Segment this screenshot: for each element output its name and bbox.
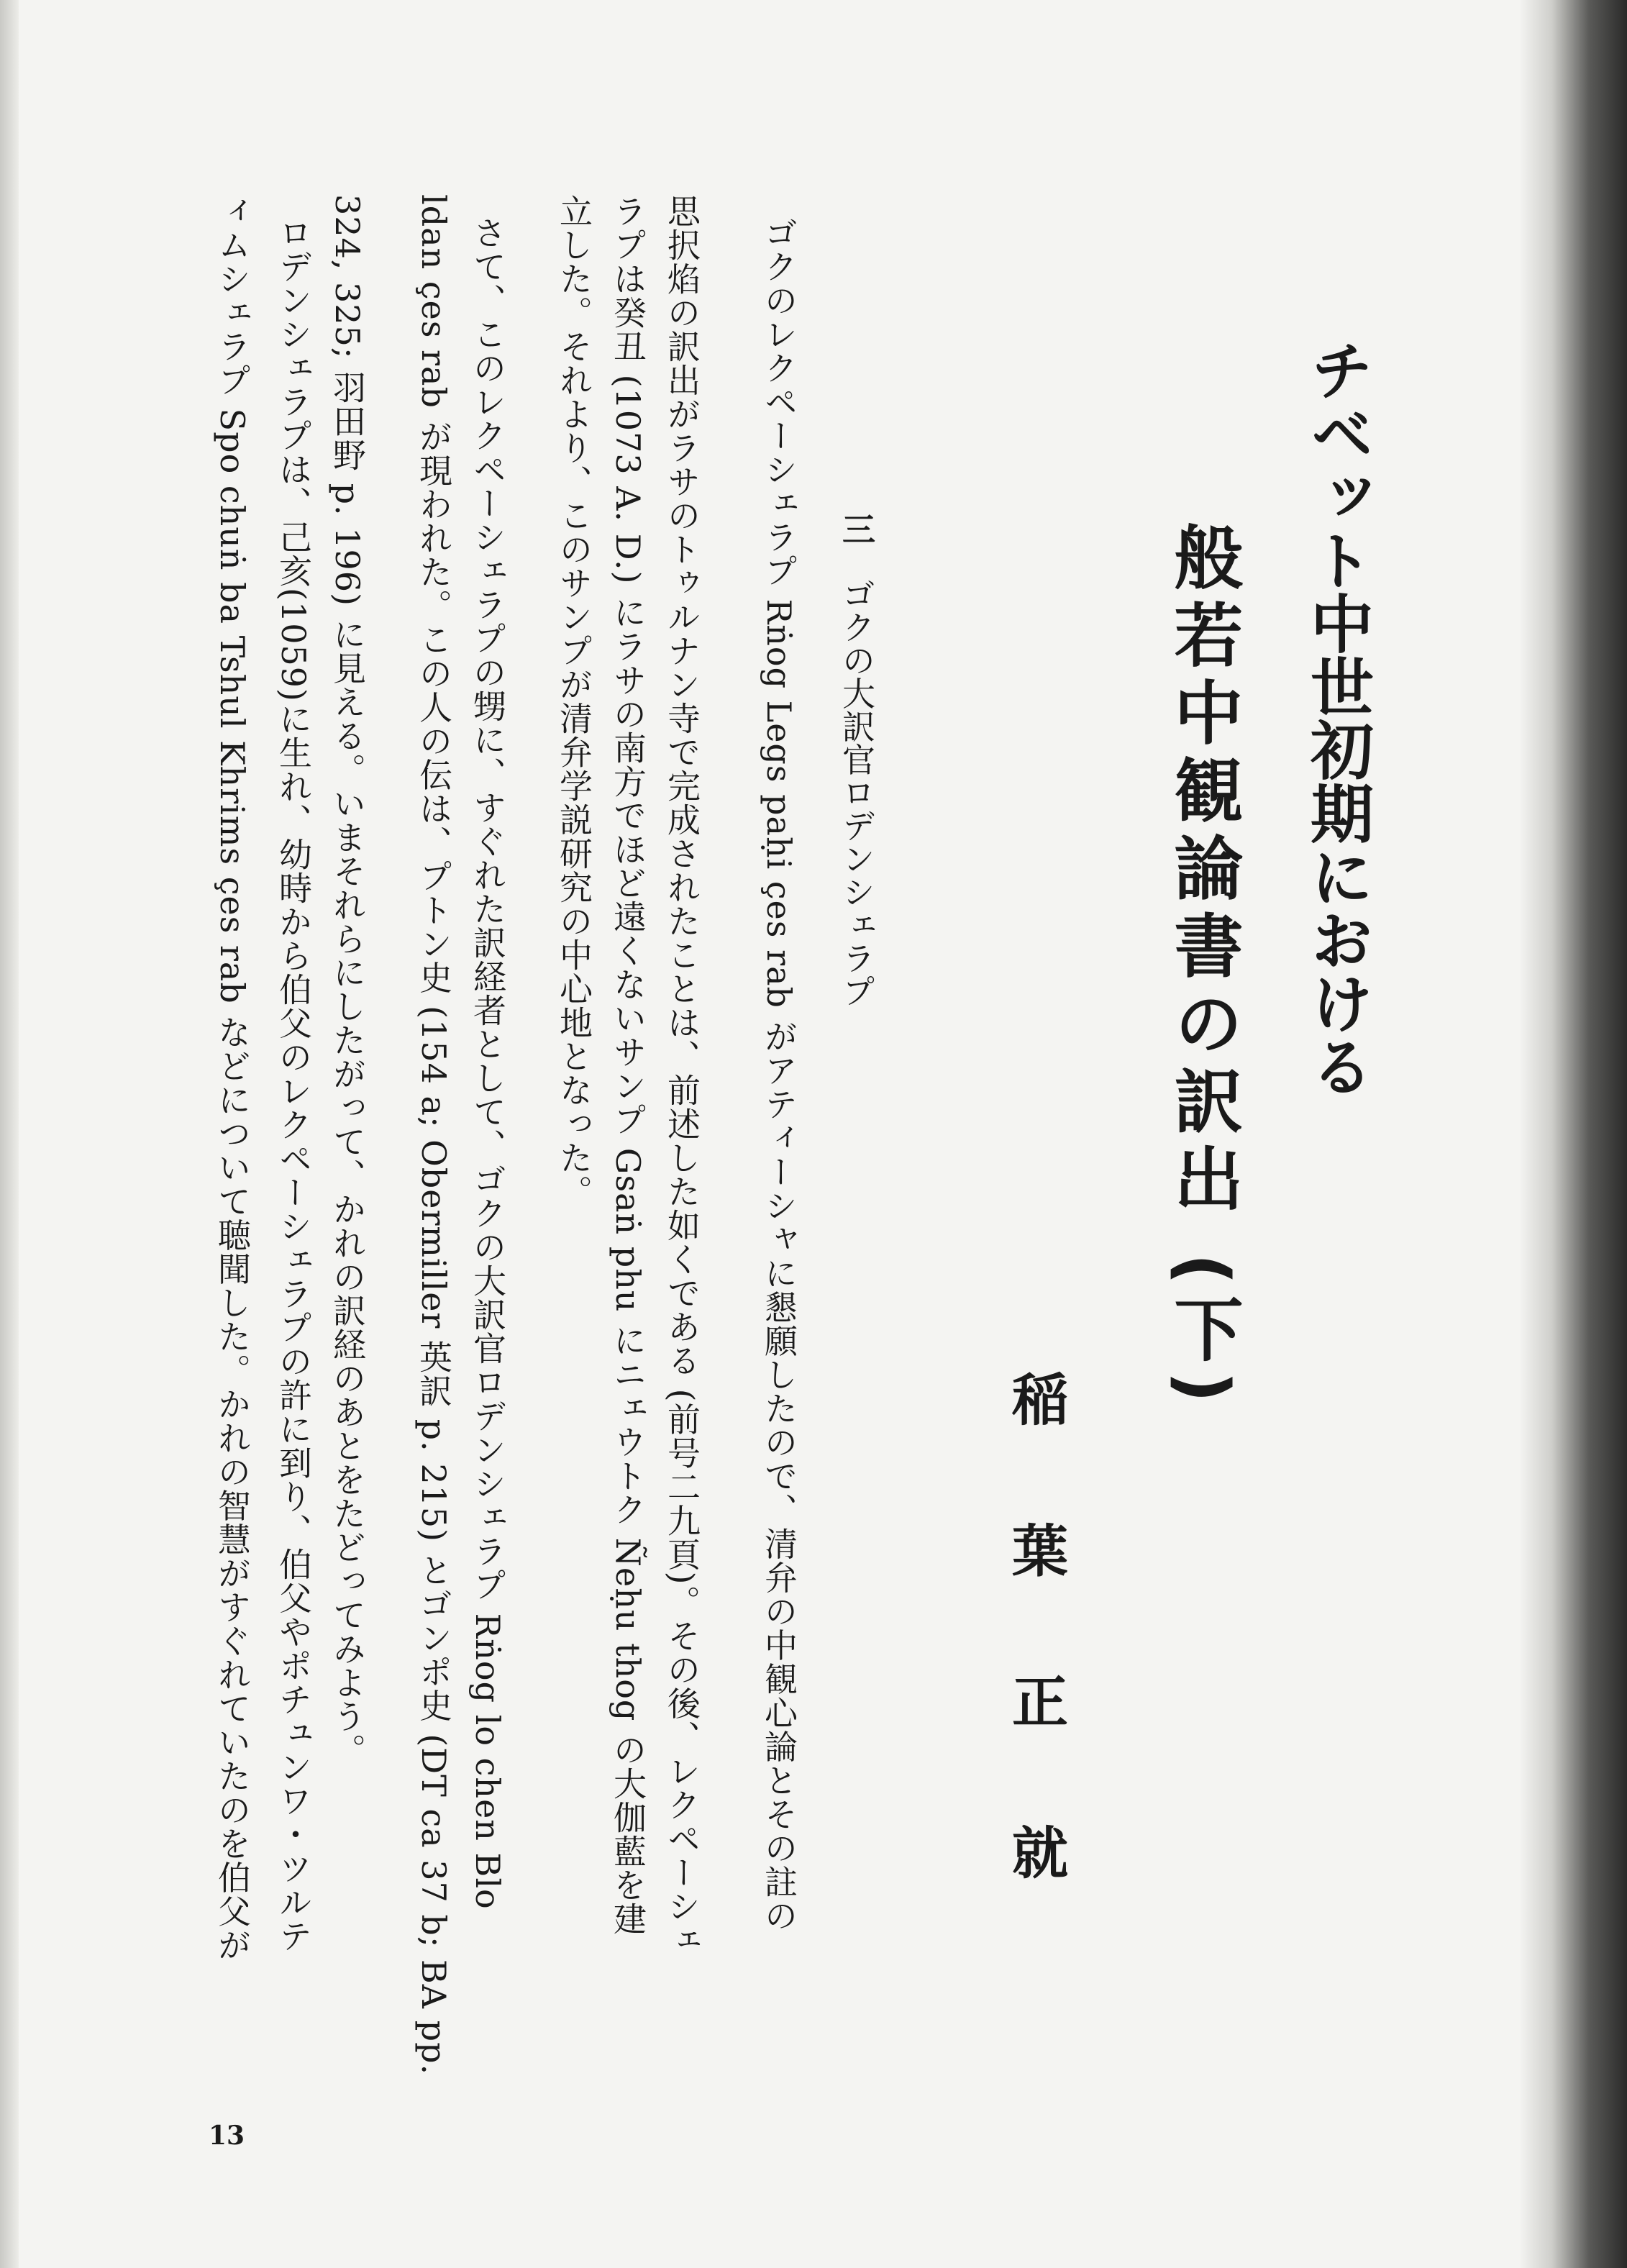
body-line: ldan çes rab が現われた。この人の伝は、プトン史 (154 a; Obermiller 英訳 p. 215) とゴンポ史 (DT ca 37 b; BA pp. [414, 194, 453, 2076]
body-line: ロデンシェラプは、己亥(1059)に生れ、幼時から伯父のレクペーシェラプの許に到り、伯父やポチュンワ・ツルテ [274, 216, 313, 1953]
section-title: ゴクの大訳官ロデンシェラプ [837, 577, 876, 1008]
article-author: 稲葉正就 [1003, 1370, 1067, 1975]
page-number: 13 [209, 2121, 245, 2151]
article-title-line2: 般若中観論書の訳出 (下) [1163, 522, 1244, 1412]
body-line: 324, 325; 羽田野 p. 196) に見える。いまそれらにしたがって、かれの訳経のあとをたどってみよう。 [328, 194, 367, 1767]
body-line: 立した。それより、このサンプが清弁学説研究の中心地となった。 [555, 194, 593, 1208]
scan-left-edge [0, 0, 19, 2268]
body-line: ィムシェラプ Spo chuṅ ba Tshul Khrims çes rab などについて聴聞した。かれの智慧がすぐれていたのを伯父が [213, 194, 252, 1962]
body-line: さて、このレクペーシェラプの甥に、すぐれた訳経者として、ゴクの大訳官ロデンシェラプ Rṅog lo chen Blo [468, 216, 507, 1910]
article-title-line1: チベット中世初期における [1300, 338, 1375, 1098]
section-number: 三 [837, 512, 876, 545]
body-line: 思択焰の訳出がラサのトゥルナン寺で完成されたことは、前述した如くである (前号二九頁)。その後、レクペーシェ [662, 194, 701, 1957]
scan-right-edge [1519, 0, 1627, 2268]
body-line: ゴクのレクペーシェラプ Rṅog Legs paḥi çes rab がアティーシャに懇願したので、清弁の中観心論とその註の [760, 216, 798, 1933]
body-line: ラプは癸丑 (1073 A. D.) にラサの南方でほど遠くないサンプ Gsaṅ phu にニェウトク Ñeḥu thog の大伽藍を建 [609, 194, 647, 1936]
section-heading [837, 512, 876, 1008]
